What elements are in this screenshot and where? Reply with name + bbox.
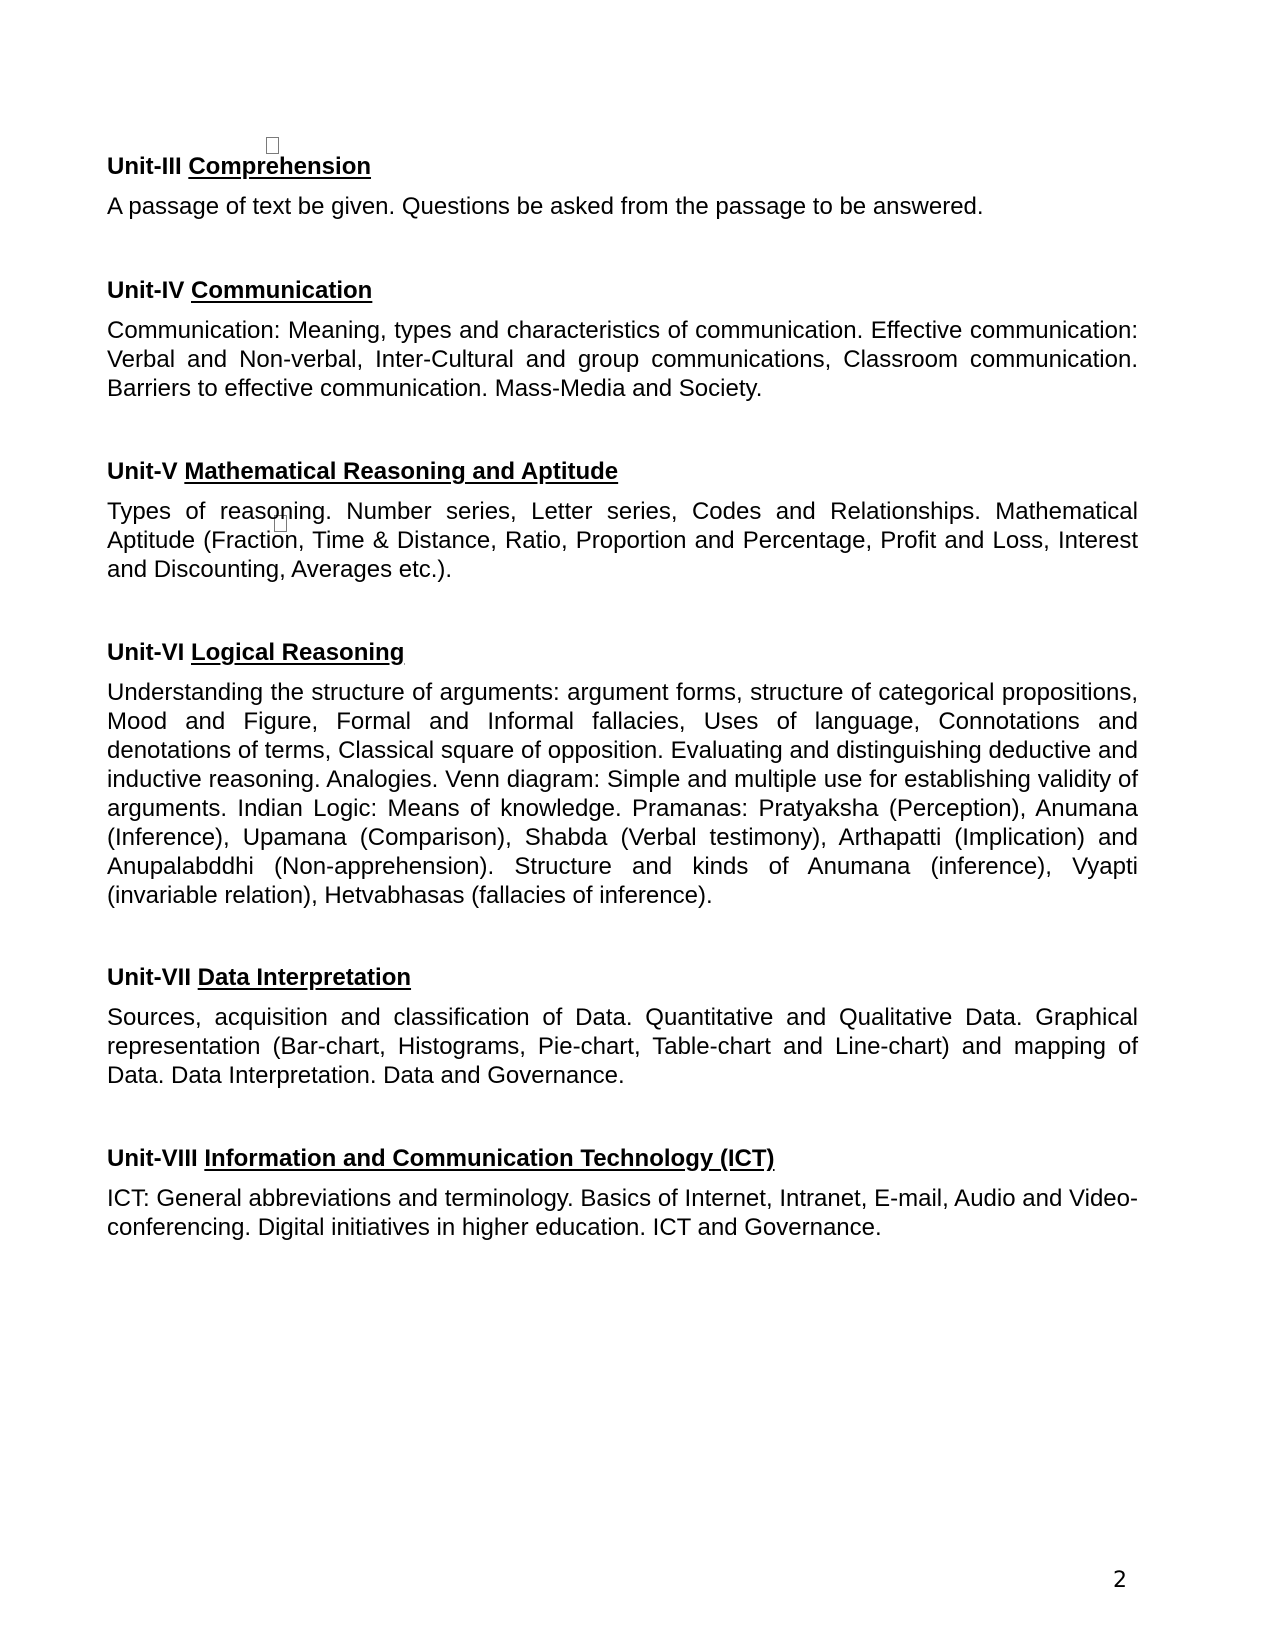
unit-title: Data Interpretation [197, 964, 412, 991]
unit-heading [107, 638, 1138, 667]
unit-section-communication [107, 276, 1138, 403]
unit-description: Types of reasoning. Number series, Letter series, Codes and Relationships. Mathematical Aptitude (Fraction, Time & Distance, Ratio, Proportion and Percentage, Profit and Loss, Interest and Discounting, Averages etc.). [107, 498, 1138, 583]
unit-heading [107, 1144, 1138, 1173]
page-number: 2 [1113, 1568, 1127, 1593]
unit-section-data-interpretation [107, 963, 1138, 1090]
unit-heading [107, 152, 1138, 181]
unit-label: Unit-III [107, 153, 182, 180]
unit-label: Unit-IV [107, 277, 185, 304]
unit-description: Sources, acquisition and classification of Data. Quantitative and Qualitative Data. Graphical representation (Bar-chart, Histograms, Pie-chart, Table-chart and Line-chart) and mapping of Data. Data Interpretation. Data and Governance. [107, 1004, 1138, 1089]
unit-section-mathematical-reasoning [107, 457, 1138, 584]
unit-description: Communication: Meaning, types and characteristics of communication. Effective communication: Verbal and Non-verbal, Inter-Cultural and group communications, Classroom communication. Barriers to effective communication. Mass-Media and Society. [107, 317, 1138, 402]
unit-heading [107, 276, 1138, 305]
unit-section-logical-reasoning [107, 638, 1138, 910]
unit-title: Mathematical Reasoning and Aptitude [184, 458, 619, 485]
unit-description: Understanding the structure of arguments: argument forms, structure of categorical propositions, Mood and Figure, Formal and Informal fallacies, Uses of language, Connotations and denotations of terms, Classical square of opposition. Evaluating and distinguishing deductive and inductive reasoning. Analogies. Venn diagram: Simple and multiple use for establishing validity of arguments. Indian Logic: Means of knowledge. Pramanas: Pratyaksha (Perception), Anumana (Inference), Upamana (Comparison), Shabda (Verbal testimony), Arthapatti (Implication) and Anupalabddhi (Non-apprehension). Structure and kinds of Anumana (inference), Vyapti (invariable relation), Hetvabhasas (fallacies of inference). [107, 679, 1138, 909]
unit-description: ICT: General abbreviations and terminology. Basics of Internet, Intranet, E-mail, Audio and Video-conferencing. Digital initiatives in higher education. ICT and Governance. [107, 1185, 1138, 1241]
unit-label: Unit-VII [107, 964, 191, 991]
unit-label: Unit-V [107, 458, 178, 485]
unit-label: Unit-VI [107, 639, 185, 666]
unit-heading [107, 963, 1138, 992]
unit-label: Unit-VIII [107, 1145, 198, 1172]
unit-title: Logical Reasoning [191, 639, 405, 666]
unit-description: A passage of text be given. Questions be asked from the passage to be answered. [107, 193, 984, 220]
unit-section-comprehension [107, 152, 1138, 221]
unit-title: Communication [191, 277, 373, 304]
unit-section-ict [107, 1144, 1138, 1242]
unit-title: Comprehension [188, 153, 372, 180]
unit-heading [107, 457, 1138, 486]
unit-title: Information and Communication Technology (ICT) [204, 1145, 775, 1172]
